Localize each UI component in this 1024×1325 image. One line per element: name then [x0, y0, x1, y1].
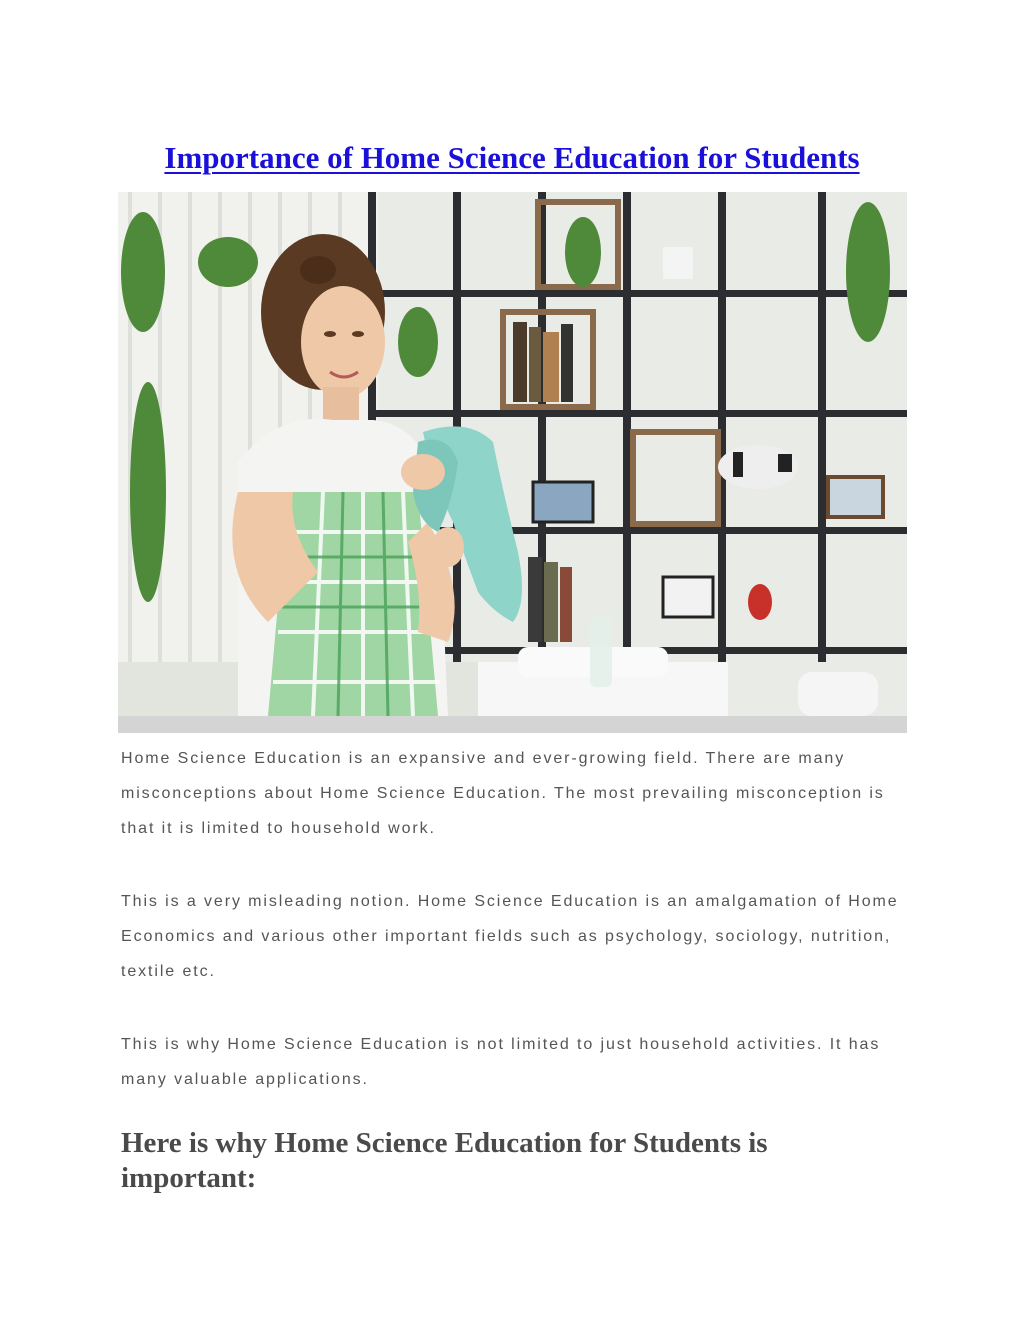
- paragraph-notion: This is a very misleading notion. Home Science Education is an amalgamation of Home Economics and various other important fields such as psychology, sociology, nutrition, textile etc.: [121, 893, 899, 980]
- photo-woman-drying-dish-icon: [118, 192, 907, 716]
- paragraph-applications: This is why Home Science Education is not limited to just household activities. It has many valuable applications.: [121, 1036, 881, 1088]
- paragraph-intro: Home Science Education is an expansive and ever-growing field. There are many misconceptions about Home Science Education. The most prevailing misconception is that it is limited to household work.: [121, 750, 885, 837]
- article-photo: [118, 192, 907, 733]
- section-subheading: Here is why Home Science Education for Students is important:: [121, 1127, 768, 1194]
- article-title-link[interactable]: Importance of Home Science Education for Students: [164, 140, 860, 175]
